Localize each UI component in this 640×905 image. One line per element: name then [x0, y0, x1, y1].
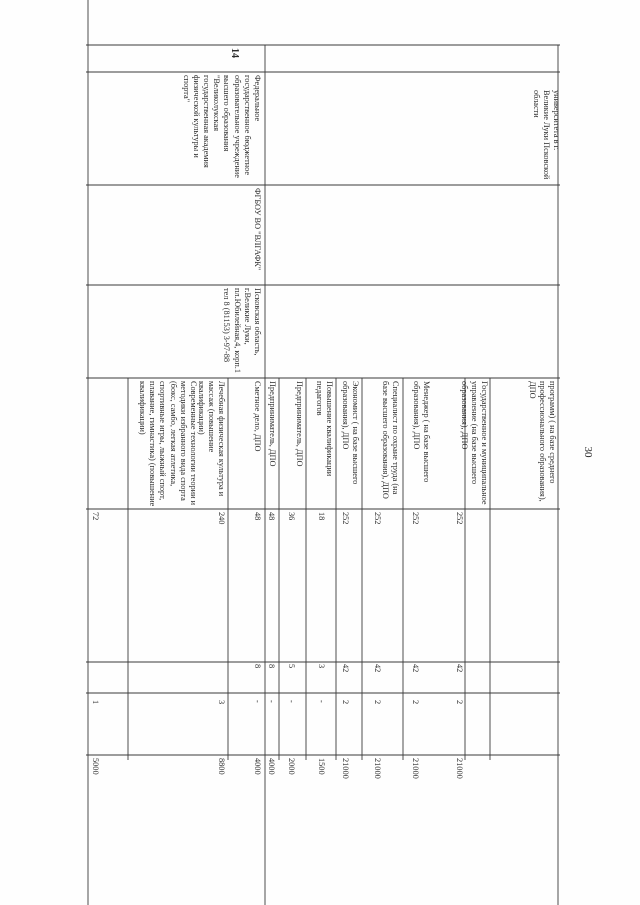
program-people: 8 [267, 664, 276, 669]
program-groups: - [267, 700, 276, 703]
program-name: Предприниматель, ДПО [268, 381, 277, 467]
program-name: Предприниматель, ДПО [295, 381, 304, 467]
program-hours: 252 [411, 512, 420, 525]
program-cost: 8800 [217, 758, 226, 775]
program-groups: - [253, 700, 262, 703]
program-people: 5 [287, 664, 296, 669]
program-cost: 21000 [341, 758, 350, 779]
program-cost: 2000 [287, 758, 296, 775]
prev-row-organization: университета в г. Великие Луки Псковской области [531, 90, 561, 180]
program-name: Лечебная физическая культура и массаж (повышение квалификации) [196, 381, 226, 497]
program-cost: 4000 [253, 758, 262, 775]
program-hours: 72 [91, 512, 100, 521]
program-cost: 21000 [373, 758, 382, 779]
row-address: Псковская область, г.Великие Луки, пл.Юбилейная,4, корп.1 тел 8 (81153) 3-97-88 [222, 288, 262, 373]
program-groups: - [287, 700, 296, 703]
program-people: 3 [317, 664, 326, 669]
program-groups: 3 [217, 700, 226, 705]
program-hours: 18 [317, 512, 326, 521]
program-groups: - [317, 700, 326, 703]
program-name: Специалист по охране труда (на базе высшего образования), ДПО [380, 381, 400, 499]
program-hours: 36 [287, 512, 296, 521]
page-number: 30 [582, 446, 594, 458]
program-people: 42 [341, 664, 350, 673]
program-name: Современные технологии теории и методики избранного вида спорта (бокс, самбо, легкая атлетика, спортивные игры, лыжный спорт, плавание, гимнастика) (повышение квалификации) [137, 381, 198, 507]
program-people: 42 [455, 664, 464, 673]
program-name: Государственное и муниципальное управление (на базе высшего образования), ДПО [459, 381, 489, 505]
program-people: 42 [373, 664, 382, 673]
program-hours: 252 [373, 512, 382, 525]
program-name: Повышение квалификации педагогов [314, 381, 334, 477]
program-groups: 2 [373, 700, 382, 705]
row-short-name: ФГБОУ ВО "ВЛГАФК" [253, 188, 262, 271]
program-hours: 48 [253, 512, 262, 521]
row-number: 14 [229, 48, 240, 58]
program-name: Экономист ( на базе высшего образования), ДПО [340, 381, 360, 485]
program-cost: 1500 [317, 758, 326, 775]
program-people: 8 [253, 664, 262, 669]
row-organization: Федеральное государственное бюджетное образовательное учреждение высшего образования "Великолукская государственная академия физической культуры и спорта" [181, 75, 262, 178]
program-name: программ) ( на базе среднего профессионального образования), ДПО [527, 381, 557, 502]
program-groups: 2 [411, 700, 420, 705]
program-cost: 21000 [455, 758, 464, 779]
program-hours: 252 [455, 512, 464, 525]
program-cost: 5000 [91, 758, 100, 775]
program-groups: 2 [341, 700, 350, 705]
program-name: Менеджер ( на базе высшего образования), ДПО [411, 381, 431, 483]
program-cost: 4000 [267, 758, 276, 775]
program-hours: 240 [217, 512, 226, 525]
program-hours: 48 [267, 512, 276, 521]
program-hours: 252 [341, 512, 350, 525]
program-cost: 21000 [411, 758, 420, 779]
program-groups: 2 [455, 700, 464, 705]
program-name: Сметное дело, ДПО [253, 381, 262, 452]
program-people: 42 [411, 664, 420, 673]
program-groups: 1 [91, 700, 100, 705]
